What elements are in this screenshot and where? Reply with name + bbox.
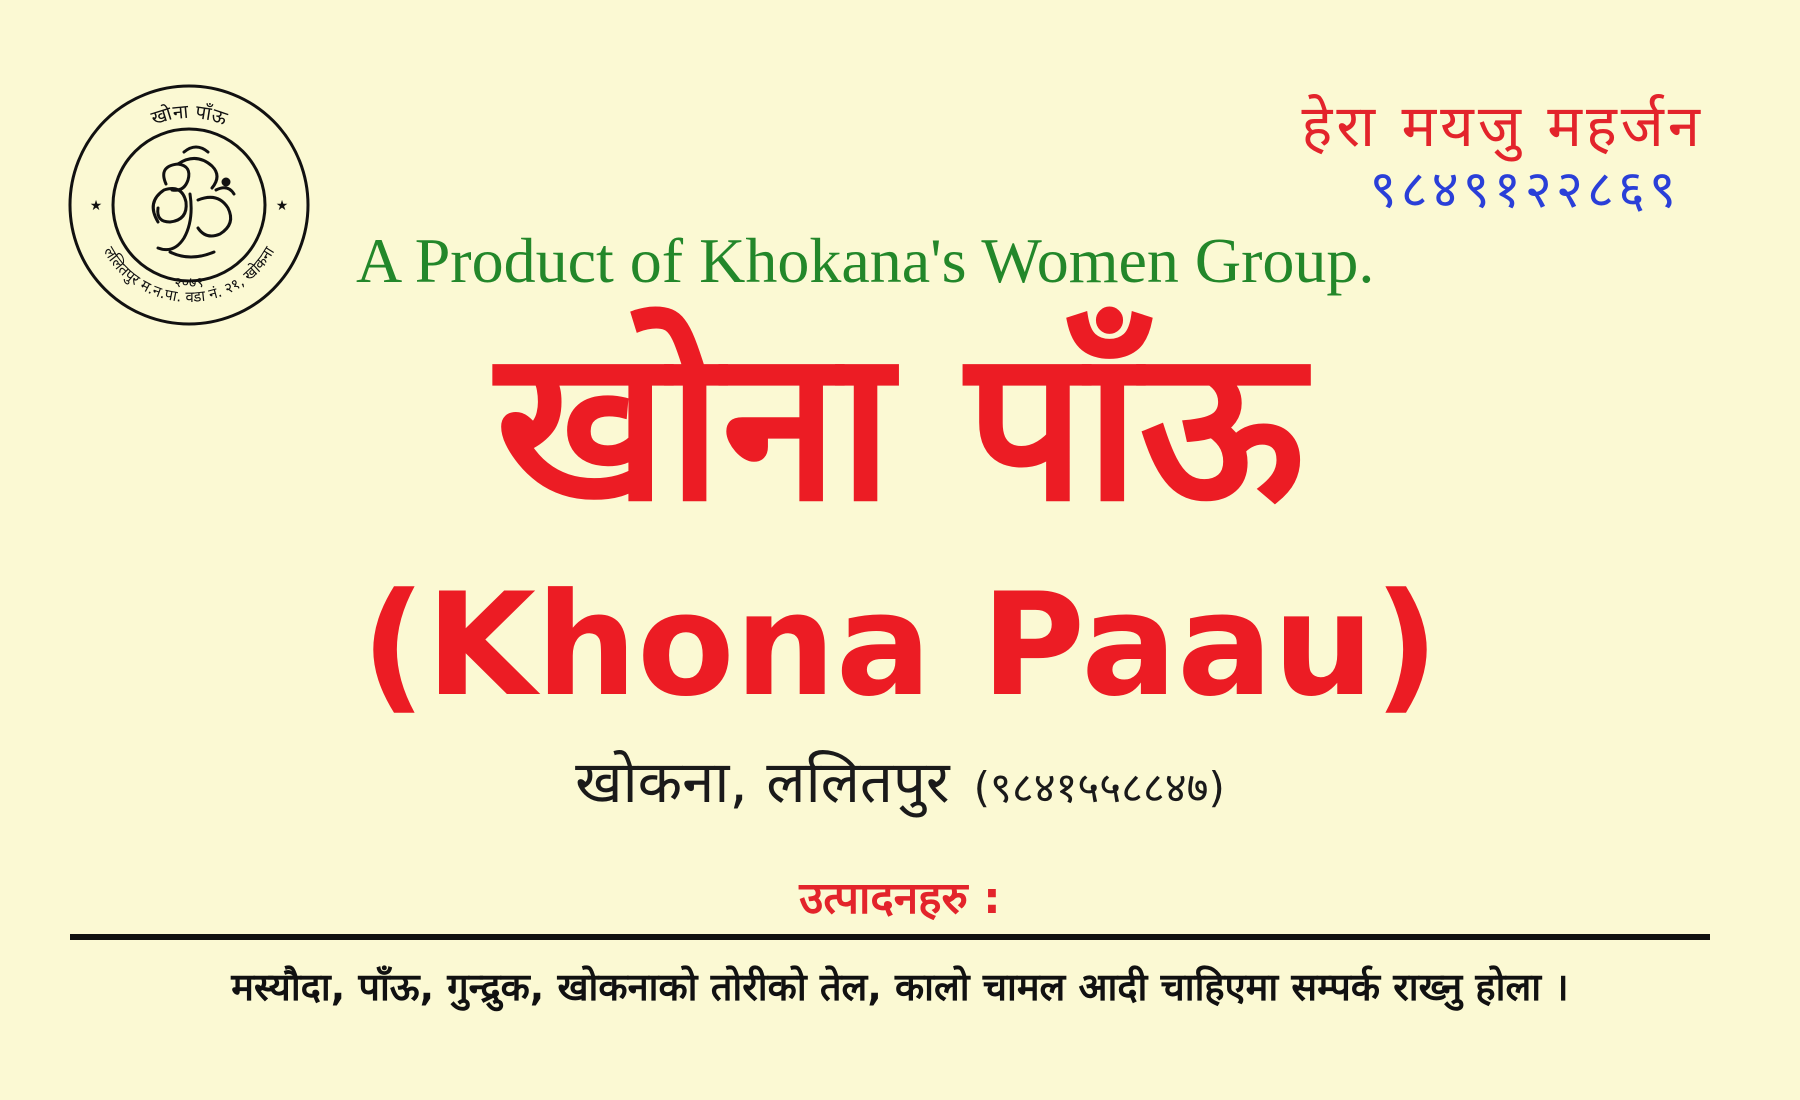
seal-star-left: ★ — [89, 198, 103, 214]
ganesh-om-icon — [153, 147, 234, 257]
organization-seal — [66, 82, 312, 328]
brand-title-devanagari: खोना पाँऊ — [495, 303, 1305, 548]
tagline: A Product of Khokana's Women Group. — [356, 225, 1375, 296]
address-phone: (९८४१५५८८४७) — [973, 763, 1225, 812]
seal-bottom-text: ललितपुर म.न.पा. वडा नं. २१, खोकना — [99, 243, 279, 307]
address-line — [0, 740, 1800, 819]
seal-top-text: खोना पाँऊ — [148, 100, 230, 130]
contact-name: हेरा मयजु महर्जन — [1301, 92, 1704, 160]
contact-phone: ९८४९१२२८६९ — [1369, 160, 1680, 220]
seal-graphic — [66, 82, 312, 328]
address-location: खोकना, ललितपुर — [575, 748, 950, 816]
products-heading: उत्पादनहरु : — [799, 873, 1001, 924]
products-list: मस्यौदा, पाँऊ, गुन्द्रुक, खोकनाको तोरीको तेल, कालो चामल आदी चाहिएमा सम्पर्क राख्नु होला । — [231, 965, 1569, 1009]
brand-title-english: (Khona Paau) — [361, 563, 1439, 728]
seal-star-right: ★ — [275, 198, 289, 214]
divider — [70, 934, 1710, 940]
seal-year: २०७९ — [174, 275, 204, 291]
